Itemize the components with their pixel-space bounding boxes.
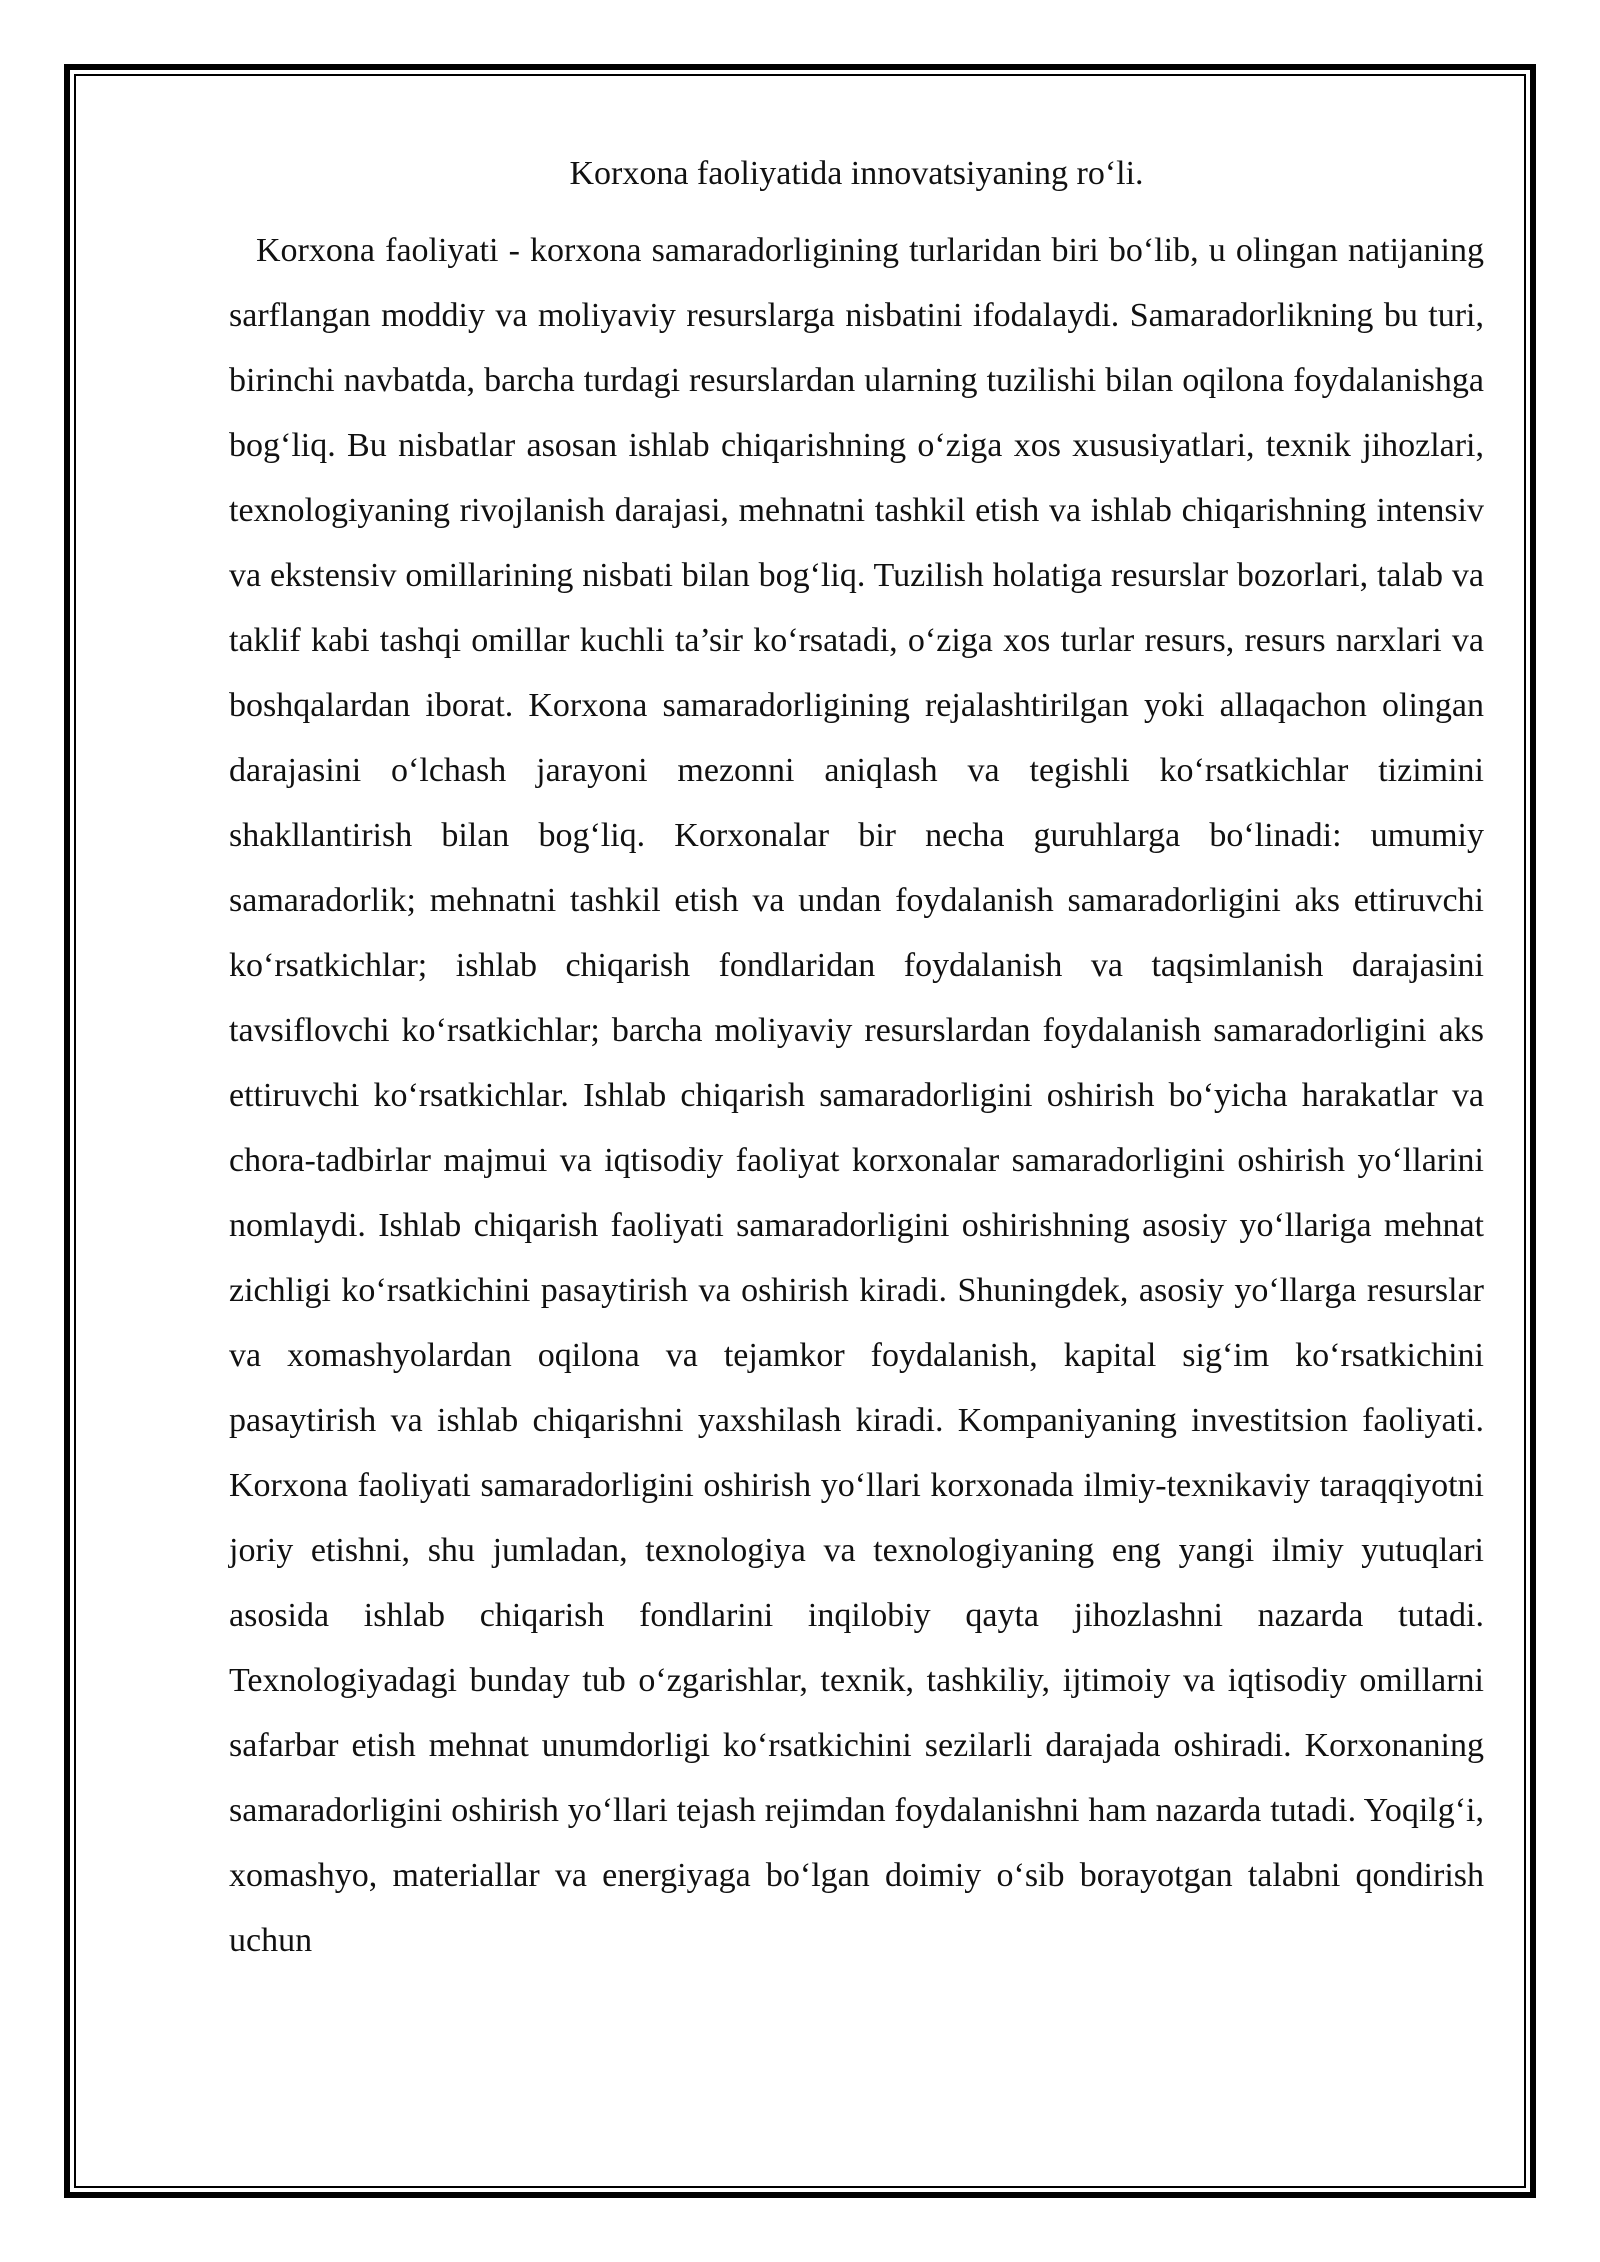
document-content xyxy=(229,150,1484,1973)
document-title: Korxona faoliyatida innovatsiyaning ro‘li. xyxy=(569,155,1144,192)
document-paragraph: Korxona faoliyati - korxona samaradorligining turlaridan biri bo‘lib, u olingan natijaning sarflangan moddiy va moliyaviy resurslarga nisbatini ifodalaydi. Samaradorlikning bu turi, birinchi navbatda, barcha turdagi resurslardan ularning tuzilishi bilan oqilona foydalanishga bog‘liq. Bu nisbatlar asosan ishlab chiqarishning o‘ziga xos xususiyatlari, texnik jihozlari, texnologiyaning rivojlanish darajasi, mehnatni tashkil etish va ishlab chiqarishning intensiv va ekstensiv omillarining nisbati bilan bog‘liq. Tuzilish holatiga resurslar bozorlari, talab va taklif kabi tashqi omillar kuchli ta’sir ko‘rsatadi, o‘ziga xos turlar resurs, resurs narxlari va boshqalardan iborat. Korxona samaradorligining rejalashtirilgan yoki allaqachon olingan darajasini o‘lchash jarayoni mezonni aniqlash va tegishli ko‘rsatkichlar tizimini shakllantirish bilan bog‘liq. Korxonalar bir necha guruhlarga bo‘linadi: umumiy samaradorlik; mehnatni tashkil etish va undan foydalanish samaradorligini aks ettiruvchi ko‘rsatkichlar; ishlab chiqarish fondlaridan foydalanish va taqsimlanish darajasini tavsiflovchi ko‘rsatkichlar; barcha moliyaviy resurslardan foydalanish samaradorligini aks ettiruvchi ko‘rsatkichlar. Ishlab chiqarish samaradorligini oshirish bo‘yicha harakatlar va chora-tadbirlar majmui va iqtisodiy faoliyat korxonalar samaradorligini oshirish yo‘llarini nomlaydi. Ishlab chiqarish faoliyati samaradorligini oshirishning asosiy yo‘llariga mehnat zichligi ko‘rsatkichini pasaytirish va oshirish kiradi. Shuningdek, asosiy yo‘llarga resurslar va xomashyolardan oqilona va tejamkor foydalanish, kapital sig‘im ko‘rsatkichini pasaytirish va ishlab chiqarishni yaxshilash kiradi. Kompaniyaning investitsion faoliyati. Korxona faoliyati samaradorligini oshirish yo‘llari korxonada ilmiy-texnikaviy taraqqiyotni joriy etishni, shu jumladan, texnologiya va texnologiyaning eng yangi ilmiy yutuqlari asosida ishlab chiqarish fondlarini inqilobiy qayta jihozlashni nazarda tutadi. Texnologiyadagi bunday tub o‘zgarishlar, texnik, tashkiliy, ijtimoiy va iqtisodiy omillarni safarbar etish mehnat unumdorligi ko‘rsatkichini sezilarli darajada oshiradi. Korxonaning samaradorligini oshirish yo‘llari tejash rejimdan foydalanishni ham nazarda tutadi. Yoqilg‘i, xomashyo, materiallar va energiyaga bo‘lgan doimiy o‘sib borayotgan talabni qondirish uchun xyxy=(229,232,1484,1959)
